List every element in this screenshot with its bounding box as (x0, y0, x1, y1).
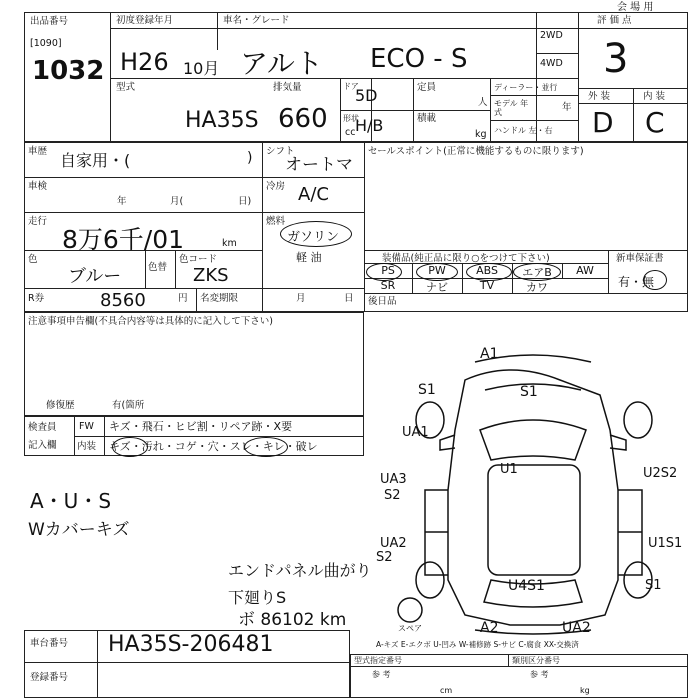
grade: ECO - S (370, 44, 468, 74)
color-change-label: 色替 (148, 262, 168, 273)
option-abs: ABS (476, 264, 498, 277)
displacement-unit: cc (345, 127, 356, 138)
recycle-unit: 円 (178, 293, 188, 304)
repair-value: 有(箇所 (112, 400, 145, 411)
unit-cm: cm (440, 686, 453, 695)
mark-u1s1: U1S1 (648, 536, 683, 551)
equipment-label: 装備品(純正品に限り○をつけて下さい) (382, 253, 550, 264)
shift-label: シフト (266, 146, 295, 157)
caution-label: 注意事項申告欄(不具合内容等は具体的に記入して下さい) (28, 316, 273, 327)
color-code-value: ZKS (193, 265, 229, 286)
mark-s1-top: S1 (520, 384, 538, 400)
score-label: 評 価 点 (597, 15, 632, 26)
doors-label: ドア (343, 82, 359, 91)
legend: A-キズ E-エクボ U-凹み W-補修跡 S-サビ C-腐食 XX-交換済 (376, 640, 579, 649)
score: 3 (603, 36, 629, 82)
mileage-label: 走行 (28, 216, 48, 227)
lot-number: 1032 (32, 56, 105, 86)
sales-point-label: セールスポイント(正常に機能するものに限ります) (368, 146, 584, 157)
type-cat-label: 型式指定番号 (354, 656, 402, 665)
mark-u4s1: U4S1 (508, 578, 545, 594)
inspection-label: 車検 (28, 181, 48, 192)
recycle-value: 8560 (100, 290, 146, 311)
doors-value: 5D (355, 86, 378, 105)
model-year-unit: 年 (562, 102, 572, 113)
usage-close: ) (247, 150, 253, 166)
name-limit-day: 日 (344, 293, 354, 304)
warranty-label: 新車保証書 (616, 253, 664, 264)
usage-value: 自家用・( (60, 151, 131, 170)
interior-items: キズ・汚れ・コゲ・穴・スレ・キレ・破レ (109, 440, 318, 453)
drive-2wd: 2WD (540, 30, 563, 41)
option-tv: TV (479, 279, 495, 292)
note-wcover: Wカバーキズ (28, 520, 130, 540)
fw-label: FW (79, 421, 94, 432)
fuel-label: 燃料 (266, 216, 286, 227)
note-aus: A・U・S (30, 489, 112, 513)
displacement-value: 660 (278, 104, 328, 134)
option-pw: PW (428, 264, 446, 277)
model-label: 車名・グレード (223, 15, 290, 26)
name-limit-month: 月 (296, 293, 306, 304)
lot-label: 出品番号 (30, 16, 69, 27)
interior-label: 内装 (77, 441, 97, 452)
mark-s2-upper: S2 (384, 488, 401, 503)
inspection-day: 日) (238, 196, 252, 207)
mark-u2s2: U2S2 (643, 466, 678, 481)
mark-s1-left: S1 (418, 382, 436, 398)
exterior-label: 外 装 (588, 91, 611, 102)
spare-label: スペア (398, 624, 422, 633)
notes-frame (24, 312, 364, 416)
chassis-value: HA35S-206481 (108, 632, 274, 657)
capacity-unit: 人 (478, 97, 488, 108)
mark-a2: A2 (480, 620, 499, 636)
inspector-label-1: 検査員 (28, 422, 57, 433)
inspector-label-2: 記入欄 (28, 440, 57, 451)
shape-label: 形状 (343, 114, 359, 123)
option-ps: PS (381, 264, 395, 277)
color-label: 色 (28, 254, 38, 265)
mark-u1: U1 (500, 462, 518, 477)
interior-label: 内 装 (643, 91, 666, 102)
option-leather: カワ (526, 281, 548, 294)
mark-ua1: UA1 (402, 425, 429, 440)
chassis-label: 車台番号 (30, 638, 69, 649)
ac-label: 冷房 (266, 181, 286, 192)
mark-ua2-left: UA2 (380, 536, 407, 551)
shape-value: H/B (355, 116, 384, 135)
back-label: 後日品 (368, 296, 397, 307)
class-label: 類別区分番号 (512, 656, 560, 665)
color-code-label: 色コード (179, 254, 218, 265)
recycle-label: R券 (28, 293, 45, 304)
fw-items: キズ・飛石・ヒビ割・リペア跡・X要 (109, 420, 293, 433)
option-airbag: エアB (522, 266, 552, 279)
note-endpanel: エンドパネル曲がり (228, 561, 372, 580)
drive-4wd: 4WD (540, 58, 563, 69)
mileage-value: 8万6千/01 (62, 225, 185, 254)
steering-label: ハンドル 左・右 (494, 126, 553, 135)
type-value: HA35S (185, 108, 259, 133)
repair-label: 修復歴 (46, 400, 75, 411)
option-navi: ナビ (426, 281, 448, 294)
capacity-label: 定員 (417, 82, 437, 93)
model-name: アルト (240, 47, 323, 80)
interior-grade: C (645, 106, 665, 139)
option-sr: SR (380, 279, 396, 292)
first-reg-label: 初度登録年月 (116, 15, 174, 26)
venue-stamp: 会 場 用 (617, 2, 654, 13)
mark-s2-lower: S2 (376, 550, 393, 565)
model-year-label: モデル 年式 (494, 99, 529, 117)
exterior-grade: D (592, 106, 614, 139)
type-label: 型式 (116, 82, 136, 93)
mark-ua2-rear: UA2 (562, 620, 591, 636)
mileage-unit: km (222, 238, 237, 249)
displacement-label: 排気量 (273, 82, 302, 93)
lot-sub: [1090] (30, 38, 62, 49)
color-value: ブルー (68, 266, 122, 287)
first-reg-era: H26 (120, 48, 169, 76)
mark-a1: A1 (480, 346, 499, 362)
ac-value: A/C (298, 184, 329, 205)
warranty-options: 有・無 (618, 275, 655, 289)
name-limit-label: 名変期限 (200, 293, 239, 304)
fuel-value: ガソリン (287, 230, 340, 245)
ref2: 参 考 (530, 670, 549, 679)
note-odo: ボ 86102 km (238, 610, 347, 630)
option-aw: AW (576, 264, 594, 277)
ref1: 参 考 (372, 670, 391, 679)
shift-value: オートマ (285, 155, 353, 175)
note-underbody: 下廻りS (228, 588, 287, 607)
load-label: 積載 (417, 113, 437, 124)
usage-label: 車歴 (28, 146, 48, 157)
fuel-alt: 軽 油 (296, 251, 322, 264)
reg-label: 登録番号 (30, 672, 69, 683)
dealer-label: ディーラー・並行 (494, 83, 558, 92)
mark-ua3: UA3 (380, 472, 407, 487)
unit-kg: kg (580, 686, 590, 695)
first-reg-month: 10月 (183, 59, 220, 78)
load-unit: kg (475, 129, 487, 140)
inspection-year: 年 (117, 196, 127, 207)
mark-s1-rear: S1 (645, 578, 662, 593)
inspection-month: 月( (170, 196, 184, 207)
